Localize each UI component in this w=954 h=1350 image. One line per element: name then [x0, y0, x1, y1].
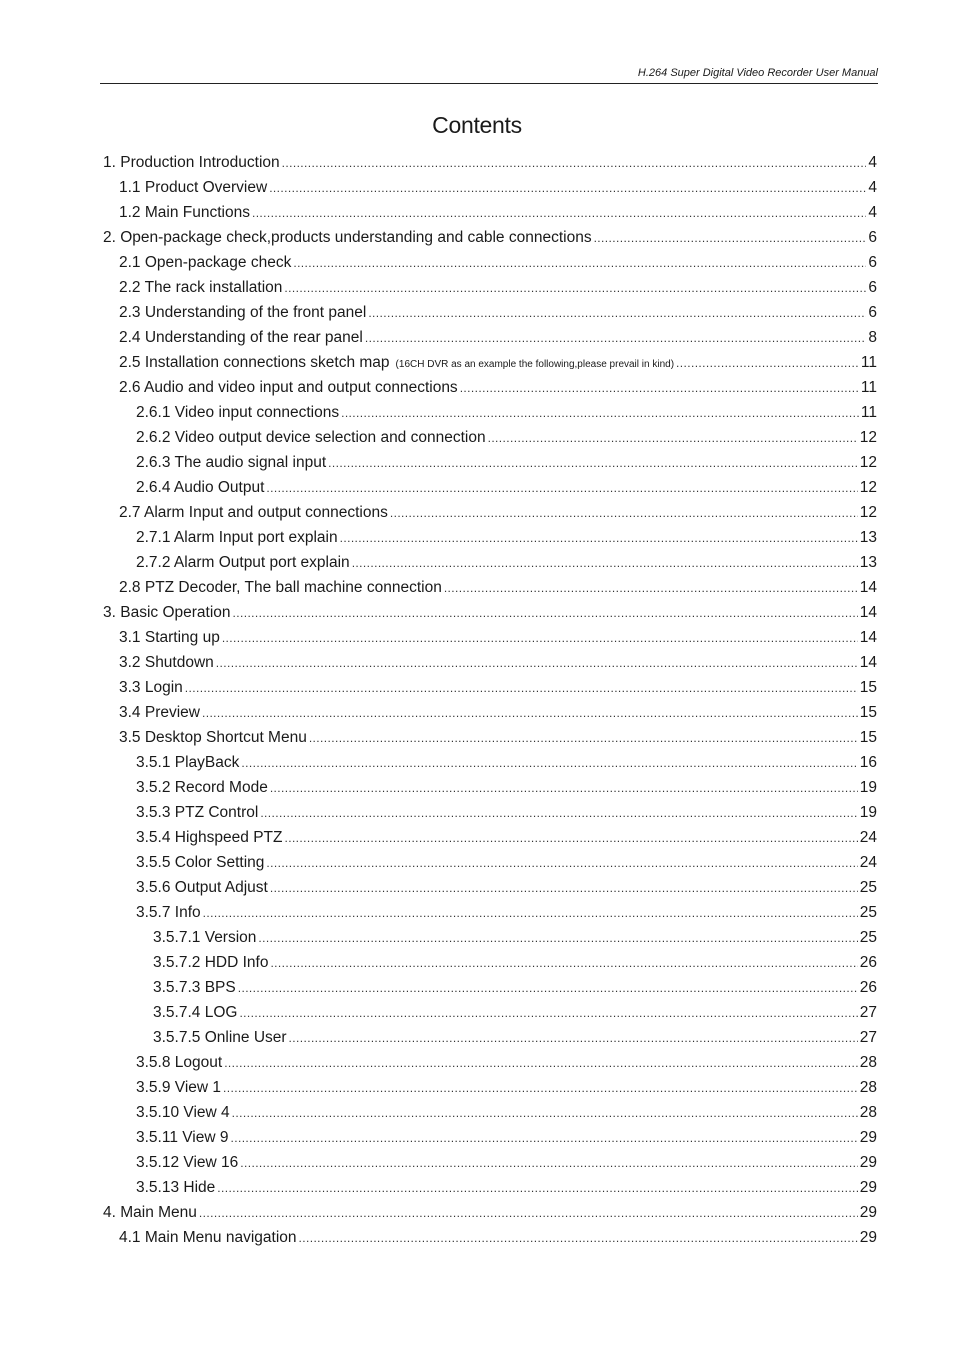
toc-entry-page-number: 11: [860, 379, 877, 396]
toc-entry-title: 2.7.1 Alarm Input port explain: [136, 529, 338, 546]
dot-leader: [328, 451, 858, 476]
toc-entry-title: 2.2 The rack installation: [119, 279, 283, 296]
toc-entry-page-number: 24: [859, 829, 877, 846]
toc-entry[interactable]: [103, 1200, 877, 1225]
toc-entry-title: 3.5.2 Record Mode: [136, 779, 268, 796]
toc-entry[interactable]: [103, 500, 877, 525]
toc-entry-title: 3.5.4 Highspeed PTZ: [136, 829, 283, 846]
dot-leader: [289, 1026, 858, 1051]
toc-entry-title: 2.6.1 Video input connections: [136, 404, 340, 421]
toc-entry-title: 3.3 Login: [119, 679, 183, 696]
toc-entry[interactable]: [103, 1100, 877, 1125]
dot-leader: [240, 1151, 857, 1176]
dot-leader: [460, 376, 859, 401]
dot-leader: [594, 226, 867, 251]
dot-leader: [202, 701, 858, 726]
dot-leader: [217, 1176, 857, 1201]
toc-entry-page-number: 28: [859, 1104, 877, 1121]
toc-entry[interactable]: [103, 1225, 877, 1250]
toc-entry-title: 2.6.4 Audio Output: [136, 479, 265, 496]
dot-leader: [238, 976, 858, 1001]
toc-entry-page-number: 29: [859, 1129, 877, 1146]
toc-entry-title: 3.5.7.5 Online User: [153, 1029, 287, 1046]
toc-entry[interactable]: [103, 775, 877, 800]
toc-entry-page-number: 11: [860, 404, 877, 421]
toc-entry[interactable]: [103, 600, 877, 625]
dot-leader: [232, 1101, 858, 1126]
toc-entry-page-number: 19: [859, 779, 877, 796]
toc-entry-title: 3.5.7.3 BPS: [153, 979, 236, 996]
toc-entry-title: 2.6 Audio and video input and output connections: [119, 379, 458, 396]
toc-entry-title: 2.6.2 Video output device selection and connection: [136, 429, 486, 446]
toc-entry-title: 3.5 Desktop Shortcut Menu: [119, 729, 307, 746]
toc-entry[interactable]: [103, 1125, 877, 1150]
toc-entry[interactable]: [103, 575, 877, 600]
dot-leader: [222, 626, 858, 651]
dot-leader: [216, 651, 858, 676]
toc-entry[interactable]: [103, 325, 877, 350]
dot-leader: [252, 201, 866, 226]
toc-entry[interactable]: [103, 950, 877, 975]
dot-leader: [365, 326, 867, 351]
toc-entry[interactable]: [103, 750, 877, 775]
toc-entry-page-number: 12: [859, 504, 877, 521]
toc-entry-title: 3.5.7.4 LOG: [153, 1004, 238, 1021]
toc-entry-title: 2.1 Open-package check: [119, 254, 292, 271]
dot-leader: [231, 1126, 858, 1151]
toc-entry[interactable]: [103, 800, 877, 825]
toc-entry[interactable]: [103, 275, 877, 300]
toc-entry[interactable]: [103, 525, 877, 550]
toc-entry-page-number: 12: [859, 479, 877, 496]
toc-entry-page-number: 29: [859, 1179, 877, 1196]
toc-entry-page-number: 29: [859, 1204, 877, 1221]
toc-entry[interactable]: [103, 375, 877, 400]
toc-entry-page-number: 13: [859, 554, 877, 571]
toc-entry[interactable]: [103, 700, 877, 725]
toc-entry-page-number: 25: [859, 904, 877, 921]
toc-entry-title: 3.5.13 Hide: [136, 1179, 216, 1196]
toc-entry-page-number: 27: [859, 1029, 877, 1046]
toc-entry-note: (16CH DVR as an example the following,please prevail in kind): [395, 359, 675, 370]
toc-entry[interactable]: [103, 650, 877, 675]
dot-leader: [341, 401, 859, 426]
toc-entry[interactable]: [103, 825, 877, 850]
toc-entry-title: 3.5.1 PlayBack: [136, 754, 240, 771]
dot-leader: [309, 726, 858, 751]
toc-entry[interactable]: [103, 450, 877, 475]
dot-leader: [293, 251, 866, 276]
toc-entry-page-number: 25: [859, 879, 877, 896]
toc-entry-title: 2.5 Installation connections sketch map: [119, 354, 390, 371]
toc-entry[interactable]: [103, 975, 877, 1000]
toc-entry-title: 2.4 Understanding of the rear panel: [119, 329, 363, 346]
toc-entry-page-number: 26: [859, 954, 877, 971]
toc-entry-title: 2.3 Understanding of the front panel: [119, 304, 367, 321]
dot-leader: [258, 926, 857, 951]
dot-leader: [223, 1076, 858, 1101]
toc-entry-title: 4. Main Menu: [103, 1204, 197, 1221]
dot-leader: [284, 276, 866, 301]
toc-entry[interactable]: [103, 1075, 877, 1100]
toc-entry-title: 3.1 Starting up: [119, 629, 220, 646]
toc-entry[interactable]: [103, 1175, 877, 1200]
toc-entry-page-number: 19: [859, 804, 877, 821]
dot-leader: [368, 301, 866, 326]
dot-leader: [270, 951, 857, 976]
toc-entry[interactable]: [103, 550, 877, 575]
toc-entry-title: 1. Production Introduction: [103, 154, 280, 171]
toc-entry-title: 3.5.9 View 1: [136, 1079, 222, 1096]
toc-entry-page-number: 12: [859, 454, 877, 471]
toc-entry-page-number: 16: [859, 754, 877, 771]
toc-entry[interactable]: [103, 625, 877, 650]
toc-entry-page-number: 15: [859, 704, 877, 721]
dot-leader: [241, 751, 857, 776]
toc-entry[interactable]: [103, 900, 877, 925]
toc-entry-page-number: 29: [859, 1154, 877, 1171]
toc-entry-page-number: 8: [868, 329, 877, 346]
toc-entry[interactable]: [103, 925, 877, 950]
running-header: [100, 66, 878, 84]
toc-entry-page-number: 28: [859, 1054, 877, 1071]
toc-entry-page-number: 14: [859, 629, 877, 646]
dot-leader: [270, 876, 858, 901]
toc-entry-page-number: 6: [868, 254, 877, 271]
toc-entry-title: 2.6.3 The audio signal input: [136, 454, 327, 471]
toc-entry-title: 3.5.3 PTZ Control: [136, 804, 259, 821]
dot-leader: [488, 426, 858, 451]
toc-entry[interactable]: [103, 225, 877, 250]
toc-entry-title: 3. Basic Operation: [103, 604, 231, 621]
dot-leader: [284, 826, 857, 851]
toc-entry-title: 3.5.11 View 9: [136, 1129, 229, 1146]
toc-entry-title: 2. Open-package check,products understanding and cable connections: [103, 229, 592, 246]
dot-leader: [352, 551, 858, 576]
dot-leader: [199, 1201, 858, 1226]
toc-entry[interactable]: [103, 725, 877, 750]
dot-leader: [270, 776, 858, 801]
toc-entry[interactable]: [103, 1000, 877, 1025]
toc-entry[interactable]: [103, 1150, 877, 1175]
toc-entry-title: 2.7 Alarm Input and output connections: [119, 504, 388, 521]
dot-leader: [390, 501, 858, 526]
toc-entry-title: 3.5.5 Color Setting: [136, 854, 265, 871]
toc-entry-title: 3.5.8 Logout: [136, 1054, 223, 1071]
toc-entry[interactable]: [103, 1025, 877, 1050]
toc-entry-title: 3.5.7 Info: [136, 904, 201, 921]
toc-entry[interactable]: [103, 250, 877, 275]
toc-entry-title: 3.2 Shutdown: [119, 654, 214, 671]
toc-entry-page-number: 27: [859, 1004, 877, 1021]
toc-entry-title: 1.1 Product Overview: [119, 179, 268, 196]
toc-entry-title: 2.8 PTZ Decoder, The ball machine connection: [119, 579, 442, 596]
toc-entry-page-number: 13: [859, 529, 877, 546]
dot-leader: [676, 351, 859, 376]
toc-entry[interactable]: [103, 1050, 877, 1075]
toc-entry[interactable]: [103, 675, 877, 700]
toc-entry-page-number: 6: [868, 279, 877, 296]
toc-entry[interactable]: [103, 850, 877, 875]
toc-entry-page-number: 6: [868, 304, 877, 321]
toc-entry[interactable]: [103, 425, 877, 450]
toc-entry-title: 3.5.6 Output Adjust: [136, 879, 268, 896]
toc-entry-page-number: 14: [859, 579, 877, 596]
toc-entry-page-number: 28: [859, 1079, 877, 1096]
toc-entry-page-number: 26: [859, 979, 877, 996]
dot-leader: [299, 1226, 858, 1251]
toc-entry[interactable]: [103, 350, 877, 375]
toc-entry[interactable]: [103, 300, 877, 325]
dot-leader: [269, 176, 866, 201]
toc-entry[interactable]: [103, 475, 877, 500]
dot-leader: [282, 151, 867, 176]
page-title: Contents: [432, 112, 522, 138]
toc-entry-title: 2.7.2 Alarm Output port explain: [136, 554, 350, 571]
toc-entry[interactable]: [103, 200, 877, 225]
dot-leader: [260, 801, 857, 826]
toc-entry-page-number: 4: [868, 154, 877, 171]
toc-entry-page-number: 24: [859, 854, 877, 871]
toc-entry[interactable]: [103, 875, 877, 900]
toc-entry-title: 3.5.10 View 4: [136, 1104, 230, 1121]
toc-entry-title: 4.1 Main Menu navigation: [119, 1229, 297, 1246]
toc-entry-title: 3.5.7.2 HDD Info: [153, 954, 269, 971]
dot-leader: [340, 526, 858, 551]
dot-leader: [266, 476, 857, 501]
toc-entry-title: 1.2 Main Functions: [119, 204, 250, 221]
toc-entry-page-number: 15: [859, 679, 877, 696]
toc-entry-page-number: 15: [859, 729, 877, 746]
toc-entry-title: 3.4 Preview: [119, 704, 200, 721]
table-of-contents: [103, 150, 877, 1250]
toc-entry-page-number: 12: [859, 429, 877, 446]
dot-leader: [185, 676, 858, 701]
dot-leader: [203, 901, 858, 926]
toc-entry-title: 3.5.12 View 16: [136, 1154, 239, 1171]
toc-entry-page-number: 29: [859, 1229, 877, 1246]
toc-entry[interactable]: [103, 175, 877, 200]
toc-entry-page-number: 6: [868, 229, 877, 246]
toc-entry[interactable]: [103, 400, 877, 425]
running-header-title: H.264 Super Digital Video Recorder User Manual: [637, 67, 878, 79]
toc-entry[interactable]: [103, 150, 877, 175]
toc-entry-page-number: 4: [868, 204, 877, 221]
dot-leader: [233, 601, 858, 626]
toc-entry-page-number: 25: [859, 929, 877, 946]
toc-entry-page-number: 11: [860, 354, 877, 371]
toc-entry-page-number: 14: [859, 604, 877, 621]
toc-entry-page-number: 4: [868, 179, 877, 196]
dot-leader: [239, 1001, 857, 1026]
dot-leader: [444, 576, 858, 601]
dot-leader: [224, 1051, 858, 1076]
dot-leader: [266, 851, 857, 876]
toc-entry-page-number: 14: [859, 654, 877, 671]
toc-entry-title: 3.5.7.1 Version: [153, 929, 257, 946]
